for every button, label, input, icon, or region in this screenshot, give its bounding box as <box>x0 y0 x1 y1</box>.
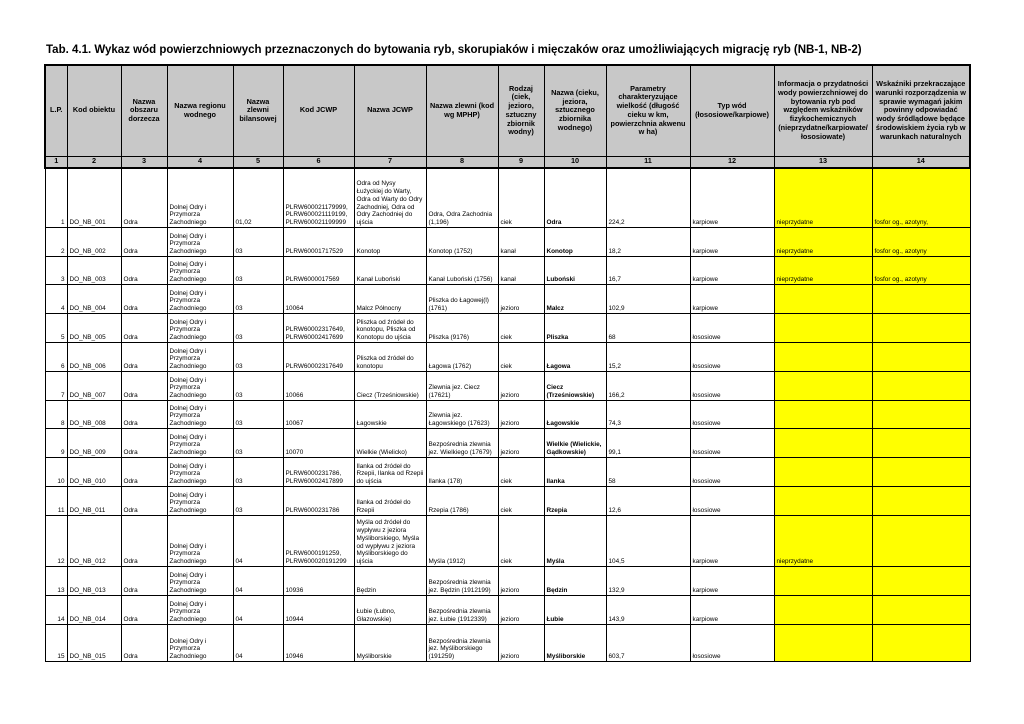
cell-region-wodny: Dolnej Odry i Przymorza Zachodniego <box>167 372 233 401</box>
table-row <box>45 228 970 257</box>
header-typ-wod: Typ wód (łososiowe/karpiowe) <box>690 65 774 156</box>
cell-nazwa-jcwp: Myśliborskie <box>354 625 426 662</box>
cell-nazwa-zlewni: Bezpośrednia zlewnia jez. Wielkiego (17679) <box>426 429 498 458</box>
cell-kod-jcwp: PLRW60002317649, PLRW60002417699 <box>283 314 354 343</box>
cell-region-wodny: Dolnej Odry i Przymorza Zachodniego <box>167 343 233 372</box>
table-row <box>45 429 970 458</box>
cell-przydatnosc: nieprzydatne <box>774 168 872 228</box>
cell-nazwa-zlewni: Bezpośrednia zlewnia jez. Myśliborskiego (191259) <box>426 625 498 662</box>
cell-wskazniki <box>872 401 970 429</box>
cell-nazwa-jcwp: Pliszka od źródeł do konotopu <box>354 343 426 372</box>
cell-typ-wod: karpiowe <box>690 596 774 625</box>
cell-rodzaj: jezioro <box>498 596 544 625</box>
cell-przydatnosc <box>774 458 872 487</box>
cell-typ-wod: łososiowe <box>690 625 774 662</box>
table-row <box>45 487 970 516</box>
cell-nazwa-jcwp: Wielkie (Wielicko) <box>354 429 426 458</box>
cell-obszar-dorzecza: Odra <box>121 516 167 567</box>
cell-rodzaj: ciek <box>498 168 544 228</box>
cell-parametry: 99,1 <box>606 429 690 458</box>
cell-parametry: 74,3 <box>606 401 690 429</box>
cell-zlewnia-bilansowa: 03 <box>233 401 283 429</box>
cell-obszar-dorzecza: Odra <box>121 285 167 314</box>
cell-przydatnosc <box>774 487 872 516</box>
cell-nazwa: Ciecz (Trześniowskie) <box>544 372 606 401</box>
table-row <box>45 458 970 487</box>
cell-rodzaj: jezioro <box>498 401 544 429</box>
cell-lp: 15 <box>45 625 67 662</box>
cell-lp: 3 <box>45 257 67 285</box>
cell-kod-jcwp: PLRW6000017569 <box>283 257 354 285</box>
cell-kod-obiektu: DO_NB_005 <box>67 314 121 343</box>
cell-nazwa: Odra <box>544 168 606 228</box>
cell-kod-jcwp: 10936 <box>283 567 354 596</box>
cell-nazwa: Ilanka <box>544 458 606 487</box>
cell-zlewnia-bilansowa: 03 <box>233 257 283 285</box>
cell-wskazniki <box>872 625 970 662</box>
cell-nazwa-zlewni: Pliszka do Łagowej(l) (1761) <box>426 285 498 314</box>
cell-typ-wod: łososiowe <box>690 487 774 516</box>
header-przydatnosc: Informacja o przydatności wody powierzchniowej do bytowania ryb pod względem wskaźników fizykochemicznych (nieprzydatne/karpiowate/łososiowate) <box>774 65 872 156</box>
column-number: 2 <box>67 156 121 168</box>
header-obszar-dorzecza: Nazwa obszaru dorzecza <box>121 65 167 156</box>
cell-kod-jcwp: PLRW600021179999, PLRW600021119199, PLRW600021199999 <box>283 168 354 228</box>
cell-lp: 6 <box>45 343 67 372</box>
cell-nazwa: Łagowa <box>544 343 606 372</box>
cell-nazwa-jcwp: Łubie (Łubno, Głazowskie) <box>354 596 426 625</box>
cell-parametry: 102,9 <box>606 285 690 314</box>
cell-lp: 10 <box>45 458 67 487</box>
cell-zlewnia-bilansowa: 03 <box>233 487 283 516</box>
cell-zlewnia-bilansowa: 03 <box>233 314 283 343</box>
cell-region-wodny: Dolnej Odry i Przymorza Zachodniego <box>167 257 233 285</box>
cell-przydatnosc <box>774 567 872 596</box>
cell-nazwa: Będzin <box>544 567 606 596</box>
cell-rodzaj: ciek <box>498 314 544 343</box>
cell-nazwa: Malcz <box>544 285 606 314</box>
cell-obszar-dorzecza: Odra <box>121 401 167 429</box>
cell-kod-obiektu: DO_NB_013 <box>67 567 121 596</box>
cell-wskazniki: fosfor og., azotyny <box>872 257 970 285</box>
cell-nazwa-jcwp: Pliszka od źródeł do konotopu, Pliszka od Konotopu do ujścia <box>354 314 426 343</box>
cell-wskazniki <box>872 458 970 487</box>
cell-rodzaj: ciek <box>498 458 544 487</box>
cell-parametry: 68 <box>606 314 690 343</box>
cell-region-wodny: Dolnej Odry i Przymorza Zachodniego <box>167 487 233 516</box>
cell-kod-jcwp: PLRW60002317649 <box>283 343 354 372</box>
cell-zlewnia-bilansowa: 03 <box>233 429 283 458</box>
cell-parametry: 224,2 <box>606 168 690 228</box>
cell-typ-wod: łososiowe <box>690 401 774 429</box>
cell-parametry: 12,6 <box>606 487 690 516</box>
header-parametry: Parametry charakteryzujące wielkość (długość cieku w km, powierzchnia akwenu w ha) <box>606 65 690 156</box>
cell-wskazniki <box>872 516 970 567</box>
cell-przydatnosc <box>774 596 872 625</box>
cell-zlewnia-bilansowa: 04 <box>233 567 283 596</box>
cell-kod-obiektu: DO_NB_011 <box>67 487 121 516</box>
cell-lp: 11 <box>45 487 67 516</box>
cell-nazwa-zlewni: Kanał Luboński (1756) <box>426 257 498 285</box>
table-row <box>45 343 970 372</box>
cell-wskazniki <box>872 487 970 516</box>
cell-nazwa: Wielkie (Wielickie, Gądkowskie) <box>544 429 606 458</box>
cell-nazwa-jcwp: Kanał Luboński <box>354 257 426 285</box>
cell-typ-wod: karpiowe <box>690 168 774 228</box>
cell-wskazniki <box>872 372 970 401</box>
cell-typ-wod: karpiowe <box>690 567 774 596</box>
cell-przydatnosc <box>774 285 872 314</box>
cell-przydatnosc <box>774 372 872 401</box>
cell-obszar-dorzecza: Odra <box>121 567 167 596</box>
cell-nazwa-zlewni: Rzepia (1786) <box>426 487 498 516</box>
cell-wskazniki <box>872 314 970 343</box>
table-row <box>45 567 970 596</box>
cell-nazwa: Rzepia <box>544 487 606 516</box>
cell-kod-jcwp: 10066 <box>283 372 354 401</box>
cell-obszar-dorzecza: Odra <box>121 168 167 228</box>
cell-kod-obiektu: DO_NB_009 <box>67 429 121 458</box>
header-wskazniki: Wskaźniki przekraczające warunki rozporządzenia w sprawie wymagań jakim powinny odpowiadać wody śródlądowe będące środowiskiem życia ryb w warunkach naturalnych <box>872 65 970 156</box>
header-rodzaj: Rodzaj (ciek, jezioro, sztuczny zbiornik wodny) <box>498 65 544 156</box>
cell-zlewnia-bilansowa: 03 <box>233 372 283 401</box>
cell-region-wodny: Dolnej Odry i Przymorza Zachodniego <box>167 516 233 567</box>
cell-zlewnia-bilansowa: 04 <box>233 596 283 625</box>
cell-kod-jcwp: 10944 <box>283 596 354 625</box>
cell-lp: 2 <box>45 228 67 257</box>
column-number: 13 <box>774 156 872 168</box>
cell-nazwa-jcwp: Będzin <box>354 567 426 596</box>
cell-typ-wod: karpiowe <box>690 228 774 257</box>
cell-typ-wod: łososiowe <box>690 429 774 458</box>
cell-lp: 4 <box>45 285 67 314</box>
header-nazwa-zlewni: Nazwa zlewni (kod wg MPHP) <box>426 65 498 156</box>
cell-region-wodny: Dolnej Odry i Przymorza Zachodniego <box>167 285 233 314</box>
cell-obszar-dorzecza: Odra <box>121 372 167 401</box>
cell-region-wodny: Dolnej Odry i Przymorza Zachodniego <box>167 314 233 343</box>
header-kod-jcwp: Kod JCWP <box>283 65 354 156</box>
cell-przydatnosc: nieprzydatne <box>774 228 872 257</box>
cell-kod-obiektu: DO_NB_008 <box>67 401 121 429</box>
table-row <box>45 285 970 314</box>
water-bodies-table <box>44 64 971 662</box>
header-lp: L.P. <box>45 65 67 156</box>
column-number: 12 <box>690 156 774 168</box>
cell-nazwa-zlewni: Zlewnia jez. Ciecz (17621) <box>426 372 498 401</box>
cell-przydatnosc <box>774 429 872 458</box>
cell-lp: 8 <box>45 401 67 429</box>
cell-wskazniki <box>872 596 970 625</box>
cell-rodzaj: kanał <box>498 228 544 257</box>
cell-parametry: 15,2 <box>606 343 690 372</box>
cell-nazwa-zlewni: Odra, Odra Zachodnia (1,196) <box>426 168 498 228</box>
cell-parametry: 603,7 <box>606 625 690 662</box>
header-row <box>45 65 970 156</box>
cell-nazwa: Myśliborskie <box>544 625 606 662</box>
cell-lp: 13 <box>45 567 67 596</box>
cell-wskazniki <box>872 567 970 596</box>
cell-nazwa-jcwp: Ilanka od źródeł do Rzepii, Ilanka od Rzepii do ujścia <box>354 458 426 487</box>
table-row <box>45 372 970 401</box>
cell-obszar-dorzecza: Odra <box>121 257 167 285</box>
header-zlewnia-bilansowa: Nazwa zlewni bilansowej <box>233 65 283 156</box>
cell-lp: 5 <box>45 314 67 343</box>
header-region-wodny: Nazwa regionu wodnego <box>167 65 233 156</box>
cell-kod-obiektu: DO_NB_015 <box>67 625 121 662</box>
cell-przydatnosc <box>774 625 872 662</box>
cell-nazwa-zlewni: Myśla (1912) <box>426 516 498 567</box>
cell-parametry: 16,7 <box>606 257 690 285</box>
cell-wskazniki: fosfor og., azotyny <box>872 228 970 257</box>
header-nazwa-jcwp: Nazwa JCWP <box>354 65 426 156</box>
cell-obszar-dorzecza: Odra <box>121 487 167 516</box>
cell-zlewnia-bilansowa: 03 <box>233 285 283 314</box>
page-title: Tab. 4.1. Wykaz wód powierzchniowych przeznaczonych do bytowania ryb, skorupiaków i mięczaków oraz umożliwiających migrację ryb (NB-1, NB-2) <box>46 44 862 56</box>
cell-lp: 7 <box>45 372 67 401</box>
cell-kod-jcwp: PLRW6000191259, PLRW600020191299 <box>283 516 354 567</box>
cell-rodzaj: jezioro <box>498 372 544 401</box>
cell-wskazniki <box>872 285 970 314</box>
cell-nazwa-jcwp: Odra od Nysy Łużyckiej do Warty, Odra od Warty do Odry Zachodniej, Odra od Odry Zachodniej do ujścia <box>354 168 426 228</box>
header-nazwa: Nazwa (cieku, jeziora, sztucznego zbiornika wodnego) <box>544 65 606 156</box>
column-number: 3 <box>121 156 167 168</box>
cell-obszar-dorzecza: Odra <box>121 458 167 487</box>
cell-parametry: 132,9 <box>606 567 690 596</box>
cell-nazwa: Luboński <box>544 257 606 285</box>
column-number: 6 <box>283 156 354 168</box>
cell-obszar-dorzecza: Odra <box>121 314 167 343</box>
cell-nazwa-jcwp: Łagowskie <box>354 401 426 429</box>
cell-nazwa-jcwp: Ilanka od źródeł do Rzepii <box>354 487 426 516</box>
cell-region-wodny: Dolnej Odry i Przymorza Zachodniego <box>167 401 233 429</box>
cell-nazwa-zlewni: Pliszka (9176) <box>426 314 498 343</box>
cell-rodzaj: jezioro <box>498 625 544 662</box>
table-row <box>45 314 970 343</box>
cell-nazwa-zlewni: Konotop (1752) <box>426 228 498 257</box>
cell-nazwa-zlewni: Bezpośrednia zlewnia jez. Będzin (1912199) <box>426 567 498 596</box>
cell-kod-obiektu: DO_NB_002 <box>67 228 121 257</box>
cell-typ-wod: łososiowe <box>690 372 774 401</box>
cell-kod-obiektu: DO_NB_004 <box>67 285 121 314</box>
column-number: 11 <box>606 156 690 168</box>
cell-kod-jcwp: 10946 <box>283 625 354 662</box>
cell-parametry: 143,9 <box>606 596 690 625</box>
cell-obszar-dorzecza: Odra <box>121 429 167 458</box>
table-row <box>45 625 970 662</box>
cell-region-wodny: Dolnej Odry i Przymorza Zachodniego <box>167 168 233 228</box>
cell-typ-wod: karpiowe <box>690 516 774 567</box>
cell-lp: 1 <box>45 168 67 228</box>
cell-region-wodny: Dolnej Odry i Przymorza Zachodniego <box>167 429 233 458</box>
table-body <box>45 168 970 662</box>
cell-nazwa-zlewni: Ilanka (178) <box>426 458 498 487</box>
cell-rodzaj: jezioro <box>498 429 544 458</box>
cell-rodzaj: kanał <box>498 257 544 285</box>
cell-zlewnia-bilansowa: 03 <box>233 228 283 257</box>
cell-kod-obiektu: DO_NB_010 <box>67 458 121 487</box>
column-number: 4 <box>167 156 233 168</box>
cell-wskazniki <box>872 429 970 458</box>
cell-przydatnosc <box>774 401 872 429</box>
cell-rodzaj: ciek <box>498 516 544 567</box>
cell-kod-obiektu: DO_NB_003 <box>67 257 121 285</box>
cell-typ-wod: karpiowe <box>690 285 774 314</box>
cell-parametry: 18,2 <box>606 228 690 257</box>
cell-nazwa: Łagowskie <box>544 401 606 429</box>
cell-kod-jcwp: PLRW60001717529 <box>283 228 354 257</box>
column-number: 1 <box>45 156 67 168</box>
cell-obszar-dorzecza: Odra <box>121 625 167 662</box>
cell-przydatnosc <box>774 314 872 343</box>
cell-przydatnosc <box>774 343 872 372</box>
cell-nazwa: Łubie <box>544 596 606 625</box>
cell-przydatnosc: nieprzydatne <box>774 257 872 285</box>
cell-nazwa: Myśla <box>544 516 606 567</box>
cell-parametry: 104,5 <box>606 516 690 567</box>
table-row <box>45 257 970 285</box>
cell-nazwa-jcwp: Ciecz (Trześniowskie) <box>354 372 426 401</box>
cell-nazwa-zlewni: Łagowa (1762) <box>426 343 498 372</box>
cell-rodzaj: jezioro <box>498 567 544 596</box>
cell-kod-jcwp: PLRW6000231786, PLRW60002417899 <box>283 458 354 487</box>
cell-kod-obiektu: DO_NB_007 <box>67 372 121 401</box>
cell-nazwa-zlewni: Bezpośrednia zlewnia jez. Łubie (1912339) <box>426 596 498 625</box>
cell-kod-obiektu: DO_NB_012 <box>67 516 121 567</box>
cell-zlewnia-bilansowa: 01,02 <box>233 168 283 228</box>
cell-obszar-dorzecza: Odra <box>121 228 167 257</box>
cell-region-wodny: Dolnej Odry i Przymorza Zachodniego <box>167 596 233 625</box>
cell-typ-wod: karpiowe <box>690 257 774 285</box>
cell-rodzaj: ciek <box>498 343 544 372</box>
cell-zlewnia-bilansowa: 03 <box>233 343 283 372</box>
cell-typ-wod: łososiowe <box>690 343 774 372</box>
cell-parametry: 58 <box>606 458 690 487</box>
cell-region-wodny: Dolnej Odry i Przymorza Zachodniego <box>167 228 233 257</box>
cell-wskazniki <box>872 343 970 372</box>
table-row <box>45 401 970 429</box>
cell-kod-obiektu: DO_NB_006 <box>67 343 121 372</box>
cell-przydatnosc: nieprzydatne <box>774 516 872 567</box>
cell-rodzaj: ciek <box>498 487 544 516</box>
cell-zlewnia-bilansowa: 04 <box>233 625 283 662</box>
cell-lp: 12 <box>45 516 67 567</box>
column-number: 10 <box>544 156 606 168</box>
cell-zlewnia-bilansowa: 04 <box>233 516 283 567</box>
cell-nazwa-jcwp: Malcz Północny <box>354 285 426 314</box>
cell-zlewnia-bilansowa: 03 <box>233 458 283 487</box>
cell-nazwa-jcwp: Myśla od źródeł do wypływu z jeziora Myśliborskiego, Myśla od wypływu z jeziora Myśliborskiego do ujścia <box>354 516 426 567</box>
cell-rodzaj: jezioro <box>498 285 544 314</box>
cell-parametry: 166,2 <box>606 372 690 401</box>
table-row <box>45 596 970 625</box>
cell-kod-jcwp: 10070 <box>283 429 354 458</box>
cell-lp: 9 <box>45 429 67 458</box>
cell-typ-wod: łososiowe <box>690 314 774 343</box>
cell-region-wodny: Dolnej Odry i Przymorza Zachodniego <box>167 625 233 662</box>
column-number-row <box>45 156 970 168</box>
cell-nazwa-zlewni: Zlewnia jez. Łagowskiego (17623) <box>426 401 498 429</box>
table-row <box>45 168 970 228</box>
cell-lp: 14 <box>45 596 67 625</box>
cell-kod-obiektu: DO_NB_001 <box>67 168 121 228</box>
cell-region-wodny: Dolnej Odry i Przymorza Zachodniego <box>167 567 233 596</box>
table-row <box>45 516 970 567</box>
column-number: 8 <box>426 156 498 168</box>
cell-wskazniki: fosfor og., azotyny, <box>872 168 970 228</box>
cell-nazwa-jcwp: Konotop <box>354 228 426 257</box>
cell-region-wodny: Dolnej Odry i Przymorza Zachodniego <box>167 458 233 487</box>
cell-nazwa: Konotop <box>544 228 606 257</box>
cell-obszar-dorzecza: Odra <box>121 596 167 625</box>
column-number: 14 <box>872 156 970 168</box>
cell-typ-wod: łososiowe <box>690 458 774 487</box>
header-kod-obiektu: Kod obiektu <box>67 65 121 156</box>
cell-kod-obiektu: DO_NB_014 <box>67 596 121 625</box>
column-number: 7 <box>354 156 426 168</box>
cell-kod-jcwp: 10067 <box>283 401 354 429</box>
column-number: 9 <box>498 156 544 168</box>
cell-kod-jcwp: PLRW6000231786 <box>283 487 354 516</box>
cell-obszar-dorzecza: Odra <box>121 343 167 372</box>
cell-nazwa: Pliszka <box>544 314 606 343</box>
column-number: 5 <box>233 156 283 168</box>
cell-kod-jcwp: 10064 <box>283 285 354 314</box>
